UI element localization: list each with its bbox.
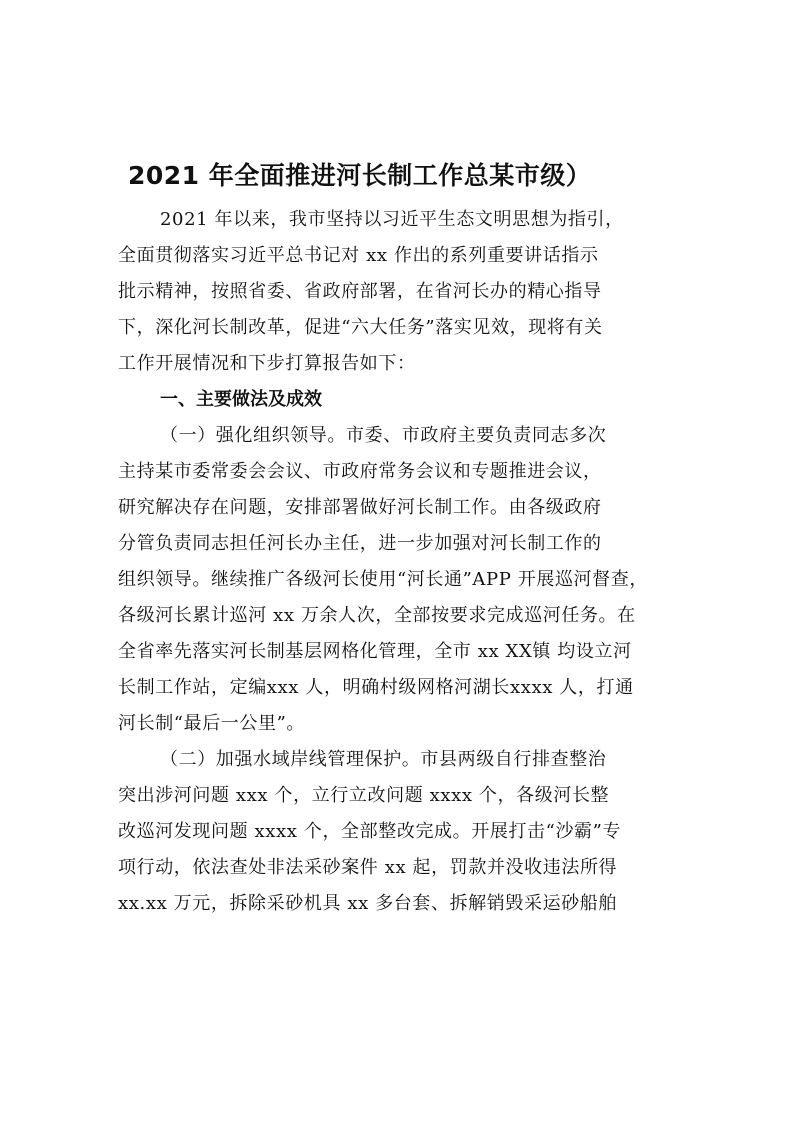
intro-line: 批示精神，按照省委、省政府部署，在省河长办的精心指导 <box>118 281 602 302</box>
paragraph-line: （二）加强水域岸线管理保护。市县两级自行排查整治 <box>160 749 607 770</box>
section-heading: 一、主要做法及成效 <box>160 389 322 410</box>
paragraph-line: 各级河长累计巡河 xx 万余人次，全部按要求完成巡河任务。在 <box>118 605 636 626</box>
paragraph-line: 改巡河发现问题 xxxx 个，全部整改完成。开展打击“沙霸”专 <box>118 821 622 842</box>
document-title: 2021 年全面推进河长制工作总某市级） <box>128 161 592 190</box>
paragraph-line: 分管负责同志担任河长办主任，进一步加强对河长制工作的 <box>118 533 602 554</box>
paragraph-line: 研究解决存在问题，安排部署做好河长制工作。由各级政府 <box>118 497 602 518</box>
paragraph-line: （一）强化组织领导。市委、市政府主要负责同志多次 <box>160 425 607 446</box>
paragraph-line: 主持某市委常委会会议、市政府常务会议和专题推进会议， <box>118 461 602 482</box>
intro-line: 2021 年以来，我市坚持以习近平生态文明思想为指引， <box>160 209 624 230</box>
paragraph-line: xx.xx 万元，拆除采砂机具 xx 多台套、拆解销毁采运砂船舶 <box>118 893 617 914</box>
paragraph-line: 突出涉河问题 xxx 个，立行立改问题 xxxx 个，各级河长整 <box>118 785 610 806</box>
intro-line: 下，深化河长制改革，促进“六大任务”落实见效，现将有关 <box>118 317 603 338</box>
paragraph-line: 项行动，依法查处非法采砂案件 xx 起，罚款并没收违法所得 <box>118 857 618 878</box>
paragraph-line: 组织领导。继续推广各级河长使用“河长通”APP 开展巡河督查， <box>118 569 648 590</box>
paragraph-line: 全省率先落实河长制基层网格化管理，全市 xx XX镇 均设立河 <box>118 641 632 662</box>
paragraph-line: 长制工作站，定编xxx 人，明确村级网格河湖长xxxx 人，打通 <box>118 677 634 698</box>
intro-line: 工作开展情况和下步打算报告如下： <box>118 353 416 374</box>
intro-line: 全面贯彻落实习近平总书记对 xx 作出的系列重要讲话指示 <box>118 245 599 266</box>
paragraph-line: 河长制“最后一公里”。 <box>118 713 306 734</box>
